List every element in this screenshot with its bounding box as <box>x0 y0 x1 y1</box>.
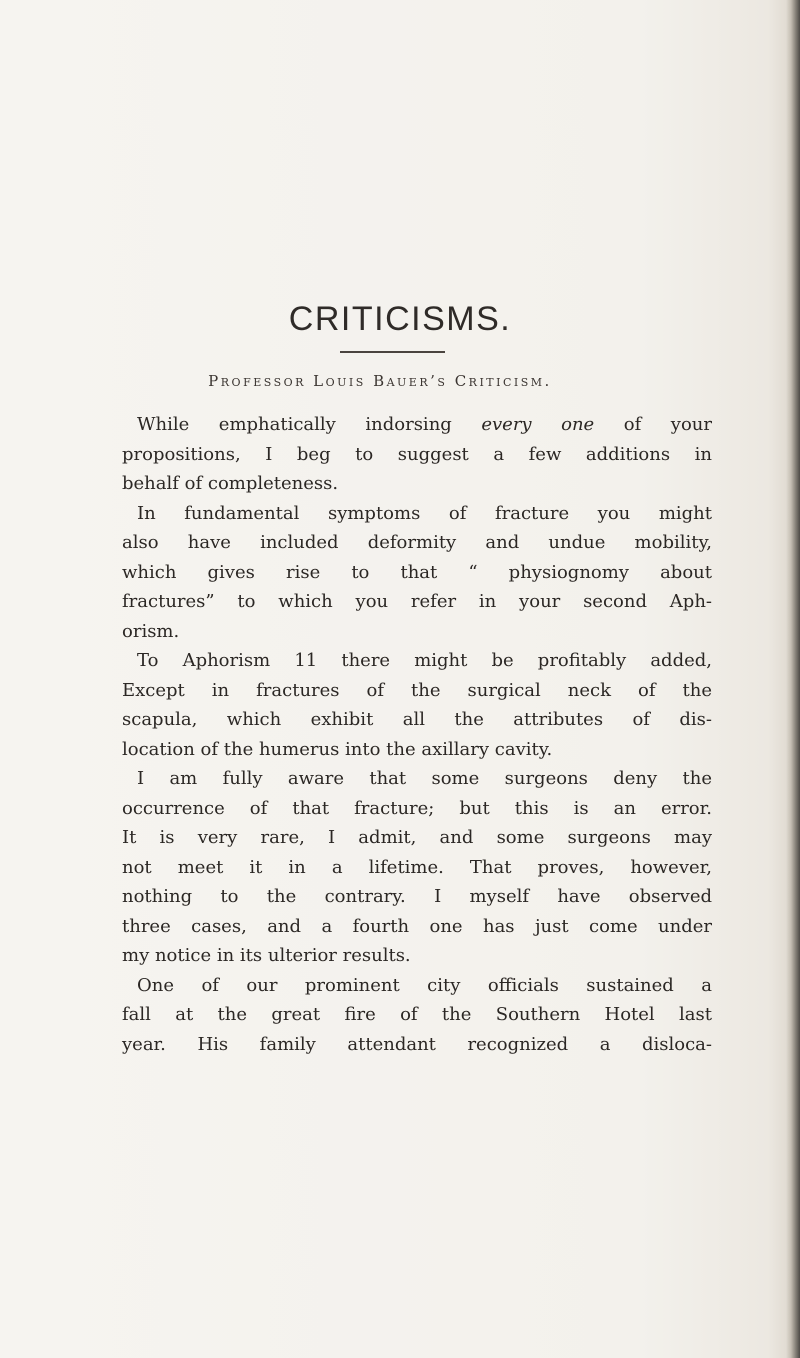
text-line: year. His family attendant recognized a disloca- <box>122 1033 712 1055</box>
text-line: not meet it in a lifetime. That proves, however, <box>122 856 712 878</box>
title-rule <box>340 351 445 353</box>
text-line: scapula, which exhibit all the attributes of dis- <box>122 709 712 730</box>
text-line: three cases, and a fourth one has just come under <box>122 915 712 937</box>
page-edge-shadow <box>786 0 800 1358</box>
page-title: CRITICISMS. <box>288 300 512 338</box>
text-line: my notice in its ulterior results. <box>122 945 411 966</box>
text-line: nothing to the contrary. I myself have observed <box>122 886 712 907</box>
text-line: orism. <box>122 620 180 642</box>
emphasis-text: every one <box>481 414 595 435</box>
text-line: Except in fractures of the surgical neck of the <box>122 679 712 701</box>
text-line: propositions, I beg to suggest a few additions in <box>122 443 712 465</box>
text-line: location of the humerus into the axillary cavity. <box>122 738 553 760</box>
text-line <box>122 410 712 440</box>
text-line: One of our prominent city officials sustained a <box>137 974 712 996</box>
text-line-end: of your <box>594 414 712 435</box>
body-text <box>122 410 712 1059</box>
text-line: occurrence of that fracture; but this is an error. <box>122 797 712 819</box>
text-line: behalf of completeness. <box>122 473 339 494</box>
text-line: also have included deformity and undue mobility, <box>122 532 712 553</box>
text-line: I am fully aware that some surgeons deny the <box>137 768 712 789</box>
text-line-start: While emphatically indorsing <box>137 414 482 435</box>
text-line: fractures” to which you refer in your second Aph- <box>122 591 712 612</box>
text-line: which gives rise to that “ physiognomy about <box>122 561 712 583</box>
section-heading: Professor Louis Bauer’s Criticism. <box>208 372 552 390</box>
text-line: In fundamental symptoms of fracture you might <box>137 502 712 524</box>
text-line: It is very rare, I admit, and some surgeons may <box>122 827 712 848</box>
text-line: fall at the great fire of the Southern Hotel last <box>122 1004 712 1025</box>
text-line: To Aphorism 11 there might be profitably added, <box>137 650 712 671</box>
